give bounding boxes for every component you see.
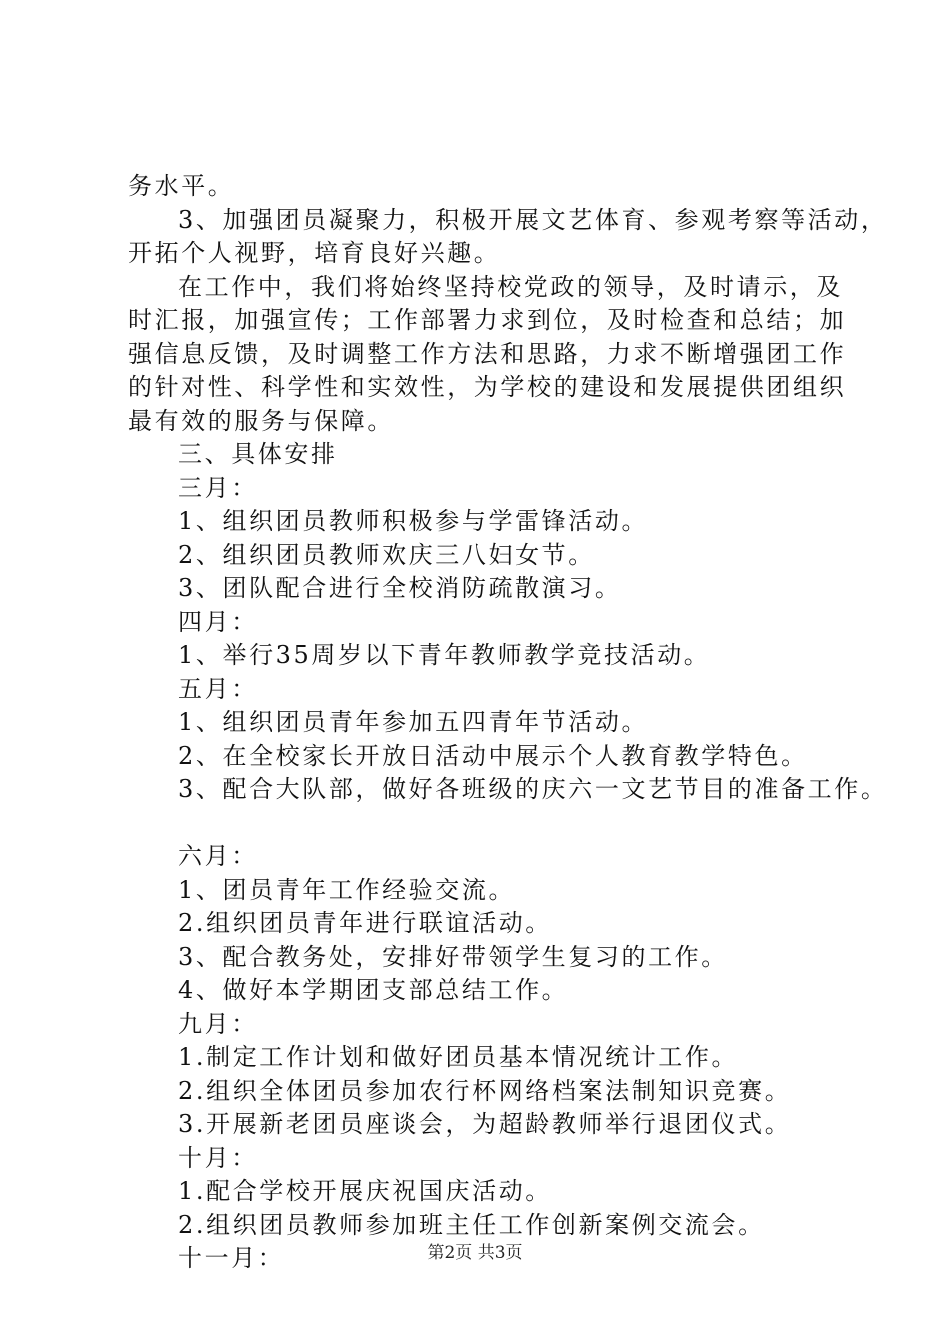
- text-line: 十一月：: [178, 1244, 285, 1272]
- text-line: 2.组织团员教师参加班主任工作创新案例交流会。: [178, 1210, 765, 1239]
- text-line: 三月：: [178, 473, 258, 502]
- text-line: 1.制定工作计划和做好团员基本情况统计工作。: [178, 1043, 739, 1071]
- text-line: 五月：: [178, 674, 258, 703]
- text-line: 三、具体安排: [178, 440, 338, 468]
- text-line: 1、组织团员教师积极参与学雷锋活动。: [178, 507, 649, 535]
- page-footer: 第2页 共3页: [427, 1243, 523, 1263]
- text-line: 1.配合学校开展庆祝国庆活动。: [178, 1177, 552, 1205]
- text-line: 2、组织团员教师欢庆三八妇女节。: [178, 540, 595, 569]
- text-line: 2、在全校家长开放日活动中展示个人教育教学特色。: [178, 741, 808, 770]
- text-line: 的针对性、科学性和实效性，为学校的建设和发展提供团组织: [128, 373, 847, 401]
- text-line: 4、做好本学期团支部总结工作。: [178, 976, 569, 1004]
- text-line: 四月：: [178, 607, 258, 636]
- text-line: 务水平。: [128, 172, 235, 200]
- text-line: 3.开展新老团员座谈会，为超龄教师举行退团仪式。: [178, 1110, 792, 1138]
- text-line: 2.组织全体团员参加农行杯网络档案法制知识竞赛。: [178, 1076, 792, 1105]
- text-line: 3、配合大队部，做好各班级的庆六一文艺节目的准备工作。: [178, 775, 888, 803]
- text-line: 十月：: [178, 1143, 258, 1172]
- text-line: 1、团员青年工作经验交流。: [178, 875, 516, 904]
- text-line: 最有效的服务与保障。: [128, 406, 394, 435]
- text-line: 1、举行35周岁以下青年教师教学竞技活动。: [178, 641, 711, 669]
- text-line: 强信息反馈，及时调整工作方法和思路，力求不断增强团工作: [128, 339, 847, 368]
- text-line: 3、团队配合进行全校消防疏散演习。: [178, 574, 622, 602]
- text-line: 时汇报，加强宣传；工作部署力求到位，及时检查和总结；加: [128, 306, 847, 334]
- text-line: 开拓个人视野，培育良好兴趣。: [128, 239, 501, 267]
- text-line: 在工作中，我们将始终坚持校党政的领导，及时请示，及: [178, 272, 843, 301]
- text-line: 3、配合教务处，安排好带领学生复习的工作。: [178, 942, 728, 971]
- text-line: 九月：: [178, 1009, 258, 1038]
- text-line: 1、组织团员青年参加五四青年节活动。: [178, 708, 649, 736]
- text-line: 六月：: [178, 842, 258, 870]
- text-line: 2.组织团员青年进行联谊活动。: [178, 909, 552, 937]
- body-text: [128, 170, 888, 1276]
- text-line: 3、加强团员凝聚力，积极开展文艺体育、参观考察等活动，: [178, 205, 888, 234]
- blank-line: [128, 807, 828, 841]
